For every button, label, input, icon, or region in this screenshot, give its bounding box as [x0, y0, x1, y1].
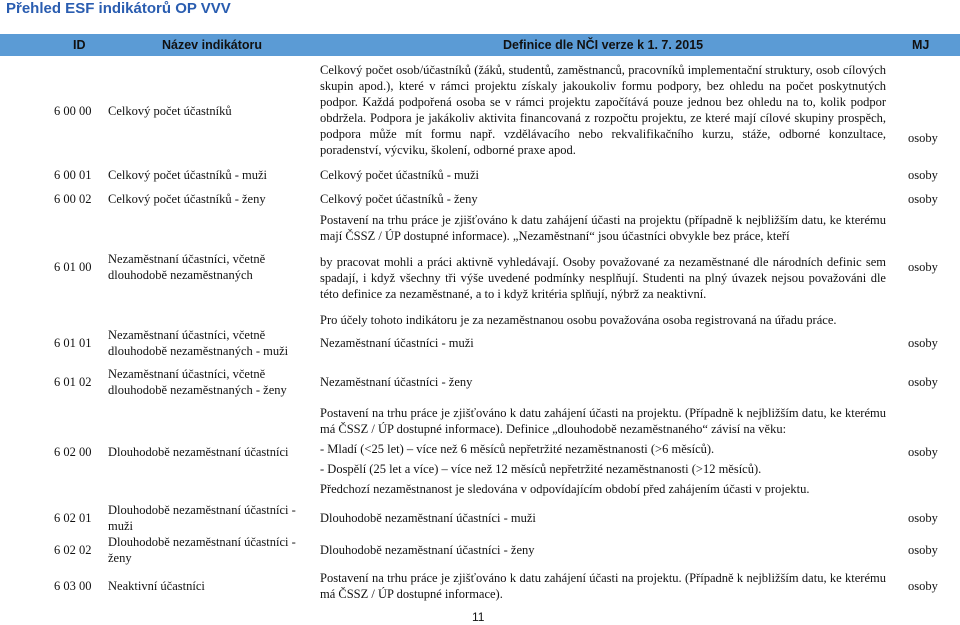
row-id: 6 00 00	[54, 104, 92, 118]
definition-paragraph: Celkový počet osob/účastníků (žáků, studentů, zaměstnanců, pracovníků implementační struktury, osob cílových skupin apod.), které v rámci projektu získaly jakoukoliv formu podpory, bez ohledu na počet poskytnutých podpor. Každá podpořená osoba se v rámci projektu započítává pouze jednou bez ohledu na to, kolik podpor obdržela. Podpora je jakákoliv aktivita financovaná z rozpočtu projektu, ze které mají cílové skupiny prospěch, podpora může mít formu např. vzdělávacího nebo rekvalifikačního kurzu, stáže, odborné konzultace, poradenství, výcviku, školení, odborné praxe apod.	[320, 63, 886, 157]
row-name: Dlouhodobě nezaměstnaní účastníci	[108, 445, 289, 459]
header-definition: Definice dle NČI verze k 1. 7. 2015	[503, 38, 704, 52]
definition-paragraph: - Mladí (<25 let) – více než 6 měsíců nepřetržité nezaměstnanosti (>6 měsíců).	[320, 442, 715, 456]
row-name: Celkový počet účastníků	[108, 104, 232, 118]
row-unit: osoby	[908, 260, 938, 274]
header-name: Název indikátoru	[162, 38, 263, 52]
row-definition	[320, 570, 886, 602]
row-definition: Celkový počet účastníků - muži	[320, 168, 479, 182]
row-definition	[320, 405, 886, 497]
row-id: 6 00 02	[54, 192, 92, 206]
row-definition: Nezaměstnaní účastníci - ženy	[320, 375, 473, 389]
row-unit: osoby	[908, 192, 938, 206]
row-definition	[320, 62, 886, 158]
row-definition: Dlouhodobě nezaměstnaní účastníci - muži	[320, 511, 536, 525]
definition-paragraph: Pro účely tohoto indikátoru je za nezaměstnanou osobu považována osoba registrovaná na úřadu práce.	[320, 313, 837, 327]
row-id: 6 01 02	[54, 375, 92, 389]
row-name: Nezaměstnaní účastníci, včetně dlouhodobě nezaměstnaných	[108, 252, 266, 282]
row-id: 6 03 00	[54, 579, 92, 593]
row-unit: osoby	[908, 543, 938, 557]
row-id: 6 02 00	[54, 445, 92, 459]
row-name: Nezaměstnaní účastníci, včetně dlouhodobě nezaměstnaných - ženy	[108, 367, 287, 397]
table-header	[0, 34, 960, 56]
row-name: Nezaměstnaní účastníci, včetně dlouhodobě nezaměstnaných - muži	[108, 328, 289, 358]
row-unit: osoby	[908, 445, 938, 459]
row-id: 6 01 00	[54, 260, 92, 274]
row-name: Neaktivní účastníci	[108, 579, 205, 593]
definition-paragraph: - Dospělí (25 let a více) – více než 12 měsíců nepřetržité nezaměstnanosti (>12 měsíců).	[320, 462, 762, 476]
row-name: Celkový počet účastníků - muži	[108, 168, 267, 182]
row-unit: osoby	[908, 579, 938, 593]
row-unit: osoby	[908, 511, 938, 525]
definition-paragraph: Předchozí nezaměstnanost je sledována v odpovídajícím období před zahájením účasti v projektu.	[320, 482, 810, 496]
row-name: Dlouhodobě nezaměstnaní účastníci - muži	[108, 503, 296, 533]
row-name: Celkový počet účastníků - ženy	[108, 192, 266, 206]
definition-paragraph: Postavení na trhu práce je zjišťováno k datu zahájení účasti na projektu (případně k nejbližším datu, ke kterému mají ČSSZ / ÚP dostupné informace). „Nezaměstnaní“ jsou účastníci obvykle bez práce, kteří	[320, 213, 886, 243]
row-id: 6 02 01	[54, 511, 92, 525]
row-definition	[320, 212, 886, 328]
header-unit: MJ	[912, 38, 930, 52]
row-id: 6 02 02	[54, 543, 92, 557]
row-unit: osoby	[908, 336, 938, 350]
definition-paragraph: Postavení na trhu práce je zjišťováno k datu zahájení účasti na projektu. (Případně k nejbližším datu, ke kterému má ČSSZ / ÚP dostupné informace). Definice „dlouhodobě nezaměstnaného“ závisí na věku:	[320, 406, 886, 436]
definition-paragraph: Postavení na trhu práce je zjišťováno k datu zahájení účasti na projektu. (Případně k nejbližším datu, ke kterému má ČSSZ / ÚP dostupné informace).	[320, 571, 886, 601]
row-unit: osoby	[908, 375, 938, 389]
definition-paragraph: by pracovat mohli a práci aktivně vyhledávají. Osoby považované za nezaměstnané dle národních definic sem spadají, i když všechny tři výše uvedené podmínky nesplňují. Studenti na plný úvazek nejsou považováni dle této definice za nezaměstnané, a to i když kritéria splňují, nýbrž za neaktivní.	[320, 255, 886, 301]
page-number: 11	[472, 610, 485, 624]
row-unit: osoby	[908, 168, 938, 182]
row-name: Dlouhodobě nezaměstnaní účastníci - ženy	[108, 535, 296, 565]
page-title: Přehled ESF indikátorů OP VVV	[6, 0, 231, 17]
row-definition: Nezaměstnaní účastníci - muži	[320, 336, 474, 350]
row-id: 6 01 01	[54, 336, 92, 350]
header-id: ID	[73, 38, 86, 52]
row-definition: Dlouhodobě nezaměstnaní účastníci - ženy	[320, 543, 535, 557]
row-id: 6 00 01	[54, 168, 92, 182]
row-unit: osoby	[908, 131, 938, 145]
row-definition: Celkový počet účastníků - ženy	[320, 192, 478, 206]
